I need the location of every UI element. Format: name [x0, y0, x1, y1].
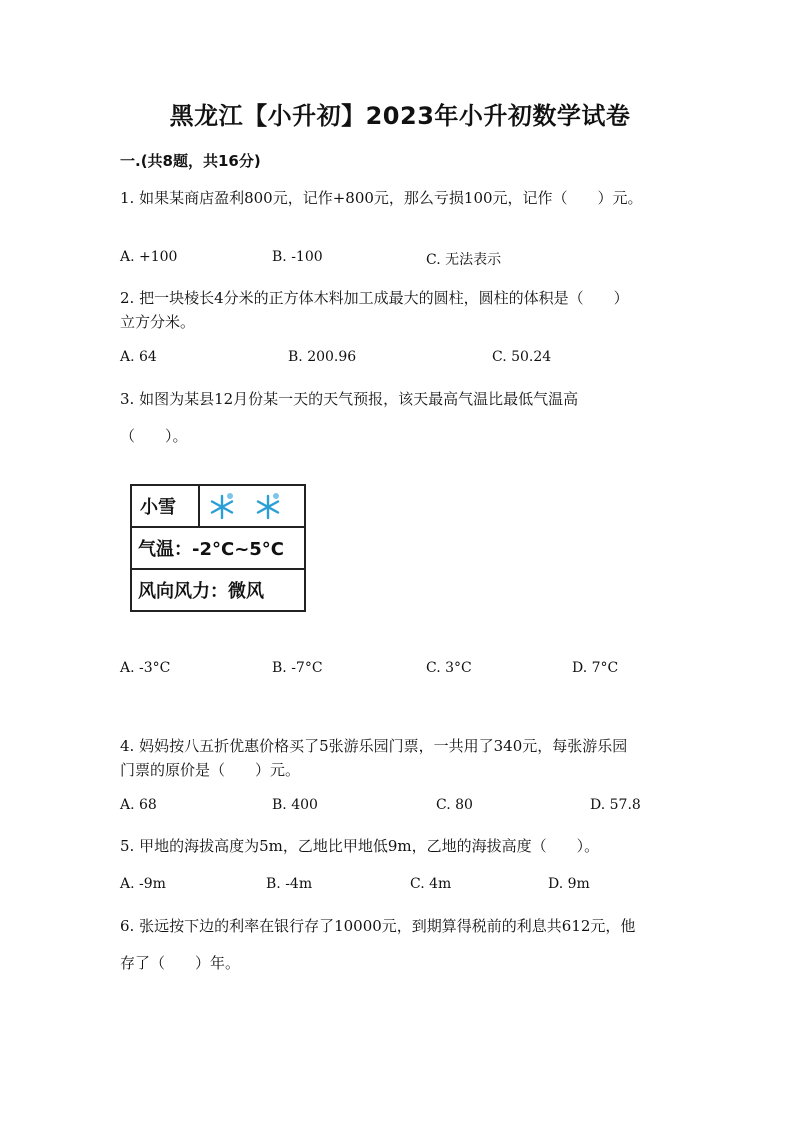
q4-option-c: C. 80: [436, 797, 473, 813]
q5-option-b: B. -4m: [266, 876, 313, 892]
q1-option-a: A. +100: [120, 249, 178, 265]
weather-divider: [198, 486, 200, 526]
q3-option-c: C. 3°C: [426, 660, 472, 676]
question-1-text: 1. 如果某商店盈利800元，记作+800元，那么亏损100元，记作（ ）元。: [120, 189, 643, 207]
q1-option-c: C. 无法表示: [426, 252, 502, 268]
weather-forecast-card: [130, 484, 306, 612]
q4-option-b: B. 400: [272, 797, 318, 813]
weather-row-temperature: [132, 528, 304, 570]
question-6-line1: 6. 张远按下边的利率在银行存了10000元，到期算得税前的利息共612元，他: [120, 917, 636, 935]
question-3-line1: 3. 如图为某县12月份某一天的天气预报，该天最高气温比最低气温高: [120, 390, 579, 408]
question-4-line2: 门票的原价是（ ）元。: [120, 761, 301, 779]
q3-option-b: B. -7°C: [272, 660, 323, 676]
q2-option-b: B. 200.96: [288, 349, 357, 365]
q5-option-d: D. 9m: [548, 876, 590, 892]
question-5-text: 5. 甲地的海拔高度为5m，乙地比甲地低9m，乙地的海拔高度（ ）。: [120, 837, 600, 855]
q5-option-a: A. -9m: [120, 876, 166, 892]
snowflake-icon: [206, 490, 238, 522]
q3-option-a: A. -3°C: [120, 660, 171, 676]
q5-option-c: C. 4m: [410, 876, 452, 892]
question-2-line1: 2. 把一块棱长4分米的正方体木料加工成最大的圆柱，圆柱的体积是（ ）: [120, 289, 629, 307]
section-heading: 一.(共8题，共16分): [120, 152, 261, 170]
q4-option-a: A. 68: [120, 797, 157, 813]
question-2-line2: 立方分米。: [120, 313, 196, 331]
weather-row-condition: [132, 486, 304, 528]
question-3-line2: （ ）。: [120, 427, 188, 445]
q1-option-b: B. -100: [272, 249, 323, 265]
weather-wind: 风向风力：微风: [138, 581, 264, 602]
page-title: 黑龙江【小升初】2023年小升初数学试卷: [169, 102, 631, 130]
snowflake-icon: [252, 490, 284, 522]
q2-option-c: C. 50.24: [492, 349, 552, 365]
q2-option-a: A. 64: [120, 349, 157, 365]
q3-option-d: D. 7°C: [572, 660, 619, 676]
weather-condition: 小雪: [140, 497, 176, 518]
q4-option-d: D. 57.8: [590, 797, 641, 813]
weather-row-wind: [132, 570, 304, 610]
weather-temperature: 气温：-2°C~5°C: [138, 539, 285, 560]
question-6-line2: 存了（ ）年。: [120, 954, 241, 972]
question-4-line1: 4. 妈妈按八五折优惠价格买了5张游乐园门票，一共用了340元，每张游乐园: [120, 737, 628, 755]
